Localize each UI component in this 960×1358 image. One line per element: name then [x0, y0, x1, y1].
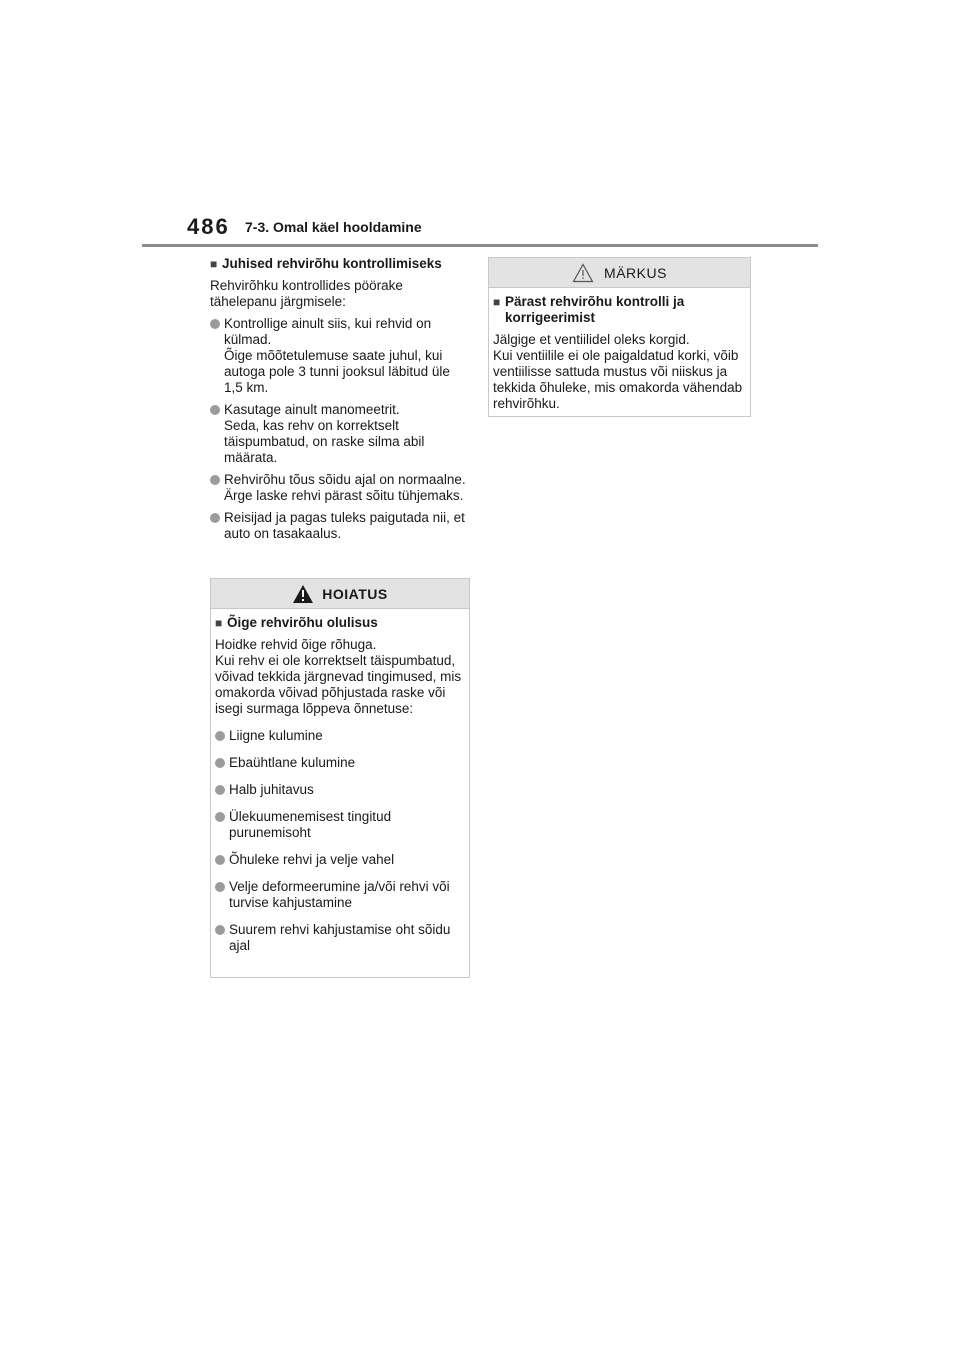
main-column	[210, 256, 472, 542]
list-item: Velje deformeerumine ja/või rehvi või turvise kahjustamine	[215, 879, 464, 911]
list-item: Kasutage ainult manomeetrit. Seda, kas rehv on korrektselt täispumbatud, on raske silma abil määrata.	[210, 402, 472, 466]
list-item: Ebaühtlane kulumine	[215, 755, 464, 771]
bullet-dot-icon	[210, 405, 220, 415]
list-item: Kontrollige ainult siis, kui rehvid on külmad. Õige mõõtetulemuse saate juhul, kui autoga pole 3 tunni jooksul läbitud üle 1,5 km.	[210, 316, 472, 396]
bullet-dot-icon	[215, 812, 225, 822]
warning-title: HOIATUS	[322, 585, 388, 602]
warning-box	[210, 578, 470, 978]
header-divider	[142, 244, 818, 247]
list-item: Õhuleke rehvi ja velje vahel	[215, 852, 464, 868]
square-bullet-icon: ■	[215, 616, 223, 630]
notice-header	[489, 258, 750, 288]
notice-box	[488, 257, 751, 417]
list-item: Rehvirõhu tõus sõidu ajal on normaalne. Ärge laske rehvi pärast sõitu tühjemaks.	[210, 472, 472, 504]
page-number: 486	[187, 214, 230, 239]
square-bullet-icon: ■	[210, 257, 218, 271]
list-item: Reisijad ja pagas tuleks paigutada nii, et auto on tasakaalus.	[210, 510, 472, 542]
bullet-dot-icon	[215, 758, 225, 768]
bullet-dot-icon	[215, 925, 225, 935]
bullet-dot-icon	[215, 731, 225, 741]
section-title: 7-3. Omal käel hooldamine	[245, 219, 422, 235]
bullet-dot-icon	[210, 475, 220, 485]
list-item: Halb juhitavus	[215, 782, 464, 798]
list-item: Ülekuumenemisest tingitud purunemisoht	[215, 809, 464, 841]
main-heading	[210, 256, 472, 272]
notice-text: Jälgige et ventiilidel oleks korgid. Kui ventiilile ei ole paigaldatud korki, võib ventiilisse sattuda mustus või niiskus ja tekkida õhuleke, mis omakorda vähendab rehvirõhku.	[493, 332, 743, 411]
list-item: Suurem rehvi kahjustamise oht sõidu ajal	[215, 922, 464, 954]
bullet-dot-icon	[210, 513, 220, 523]
warning-header	[211, 579, 469, 609]
main-intro: Rehvirõhku kontrollides pöörake tähelepanu järgmisele:	[210, 278, 403, 309]
bullet-dot-icon	[210, 319, 220, 329]
main-heading-text: Juhised rehvirõhu kontrollimiseks	[222, 256, 442, 271]
warning-triangle-icon	[292, 584, 314, 604]
bullet-dot-icon	[215, 882, 225, 892]
warning-heading: ■ Õige rehvirõhu olulisus	[215, 615, 378, 630]
bullet-dot-icon	[215, 855, 225, 865]
notice-title: MÄRKUS	[604, 264, 667, 281]
notice-triangle-icon	[572, 263, 594, 283]
bullet-dot-icon	[215, 785, 225, 795]
warning-text: Hoidke rehvid õige rõhuga. Kui rehv ei ole korrektselt täispumbatud, võivad tekkida järgnevad tingimused, mis omakorda võivad põhjustada raske või isegi surmaga lõppeva õnnetuse:	[215, 637, 462, 716]
notice-heading: ■ Pärast rehvirõhu kontrolli ja korrigeerimist	[493, 294, 685, 325]
square-bullet-icon: ■	[493, 295, 501, 309]
list-item: Liigne kulumine	[215, 728, 464, 744]
